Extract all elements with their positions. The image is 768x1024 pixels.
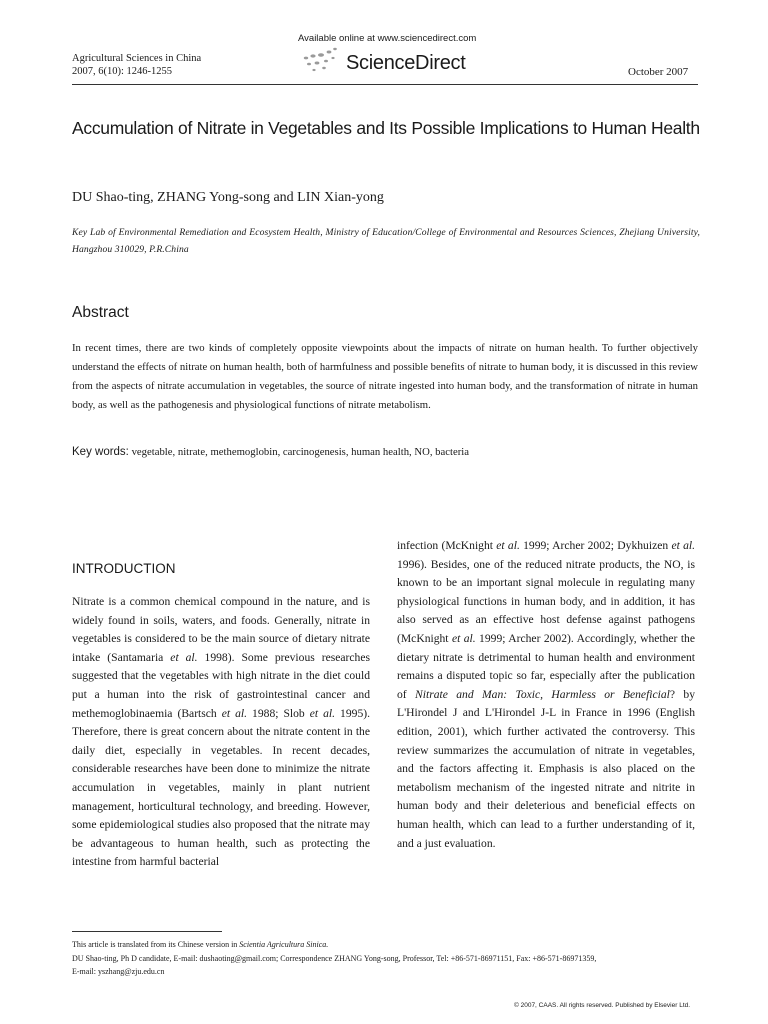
introduction-column-left [72,593,370,872]
copyright-notice: © 2007, CAAS. All rights reserved. Published by Elsevier Ltd. [514,1002,691,1009]
keywords-list: vegetable, nitrate, methemoglobin, carcinogenesis, human health, NO, bacteria [131,446,469,458]
article-authors: DU Shao-ting, ZHANG Yong-song and LIN Xian-yong [72,190,384,205]
header-rule [72,84,698,85]
contact-line: DU Shao-ting, Ph D candidate, E-mail: dushaoting@gmail.com; Correspondence ZHANG Yong-song, Professor, Tel: +86-571-86971151, Fax: +86-571-86971359, [72,953,597,963]
available-online-text[interactable]: Available online at www.sciencedirect.com [298,33,477,44]
issue-date: October 2007 [628,66,689,78]
sciencedirect-logo-icon [300,46,340,76]
footnotes [72,938,700,979]
abstract-text: In recent times, there are two kinds of completely opposite viewpoints about the impacts of nitrate on human health. To further objectively understand the effects of nitrate on human health, both of harmfulness and possible benefits of nitrate to human body, it is discussed in this review from the aspects of nitrate accumulation in vegetables, the source of nitrate ingested into human body, and the transformation of nitrate in human body, as well as the pathogenesis and physiological functions of nitrate metabolism. [72,342,698,411]
abstract-heading: Abstract [72,304,129,321]
book-title: Nitrate and Man: Toxic, Harmless or Beneficial [415,687,670,701]
keywords-line [72,446,698,458]
introduction-column-right [397,537,695,853]
introduction-heading: INTRODUCTION [72,561,176,576]
sciencedirect-brand: ScienceDirect [346,52,466,74]
journal-info [72,52,201,78]
journal-citation: 2007, 6(10): 1246-1255 [72,66,173,77]
journal-name: Agricultural Sciences in China [72,53,202,64]
article-title: Accumulation of Nitrate in Vegetables and Its Possible Implications to Human Health [72,118,700,138]
introduction-paragraph-continued: infection (McKnight et al. 1999; Archer 2002; Dykhuizen et al. 1996). Besides, one of the reduced nitrate products, the NO, is known to be an important signal molecule in regulating many physiological functions in human body, and in addition, it has also served as an effective host defense against pathogens (McKnight et al. 1999; Archer 2002). Accordingly, whether the dietary nitrate is detrimental to human health and environment remains a disputed topic so far, especially after the publication of Nitrate and Man: Toxic, Harmless or Beneficial? by L'Hirondel J and L'Hirondel J-L in France in 1996 (English edition, 2001), which further activated the controversy. This review summarizes the accumulation of nitrate in vegetables, and the factors affecting it. Emphasis is also placed on the metabolism mechanism of the ingested nitrate and nitrite in human body and their deleterious and beneficial effects on human health, which can lead to a further understanding of it, and a just evaluation. [397,539,696,850]
keywords-label: Key words: [72,446,129,458]
footnote-rule [72,931,222,932]
email-line: E-mail: yszhang@zju.edu.cn [72,967,165,976]
translation-note: This article is translated from its Chinese version in Scientia Agricultura Sinica. [72,940,329,949]
introduction-paragraph: Nitrate is a common chemical compound in the nature, and is widely found in soils, waters, and foods. Generally, nitrate in vegetables is considered to be the main source of dietary nitrate intake (Santamaria et al. 1998). Some previous researches suggested that the vegetables with high nitrate in the diet could put a human into the risk of gastrointestinal cancer and methemoglobinaemia (Bartsch et al. 1988; Slob et al. 1995). Therefore, there is great concern about the nitrate content in the daily diet, especially in vegetables. In recent decades, considerable researches have been done to minimize the nitrate accumulation in vegetables, mainly in plant nutrient management, horticultural technology, and breeding. However, some epidemiological studies also proposed that the nitrate may be advantageous to human health, such as protecting the intestine from harmful bacterial [72,595,371,869]
author-affiliation: Key Lab of Environmental Remediation and Ecosystem Health, Ministry of Education/College of Environmental and Resources Sciences, Zhejiang University, Hangzhou 310029, P.R.China [72,227,700,255]
